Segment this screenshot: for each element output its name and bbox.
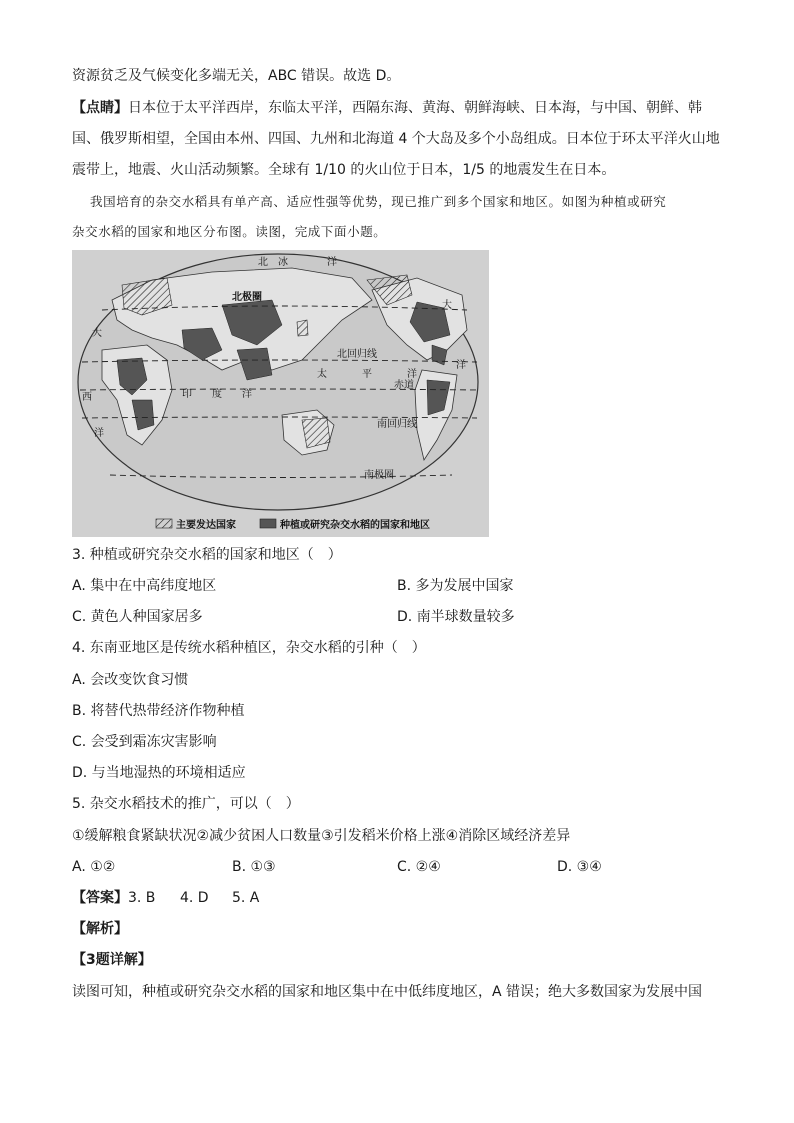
q3-option-d: D. 南半球数量较多 — [397, 609, 515, 625]
answer-tag: 【答案】 — [72, 890, 128, 906]
analysis-text: 读图可知，种植或研究杂交水稻的国家和地区集中在中低纬度地区，A 错误；绝大多数国家为发展中国 — [72, 984, 703, 1000]
answer-4: 4. D — [180, 890, 209, 906]
q4-option-c: C. 会受到霜冻灾害影响 — [72, 734, 217, 750]
answer-5: 5. A — [232, 890, 260, 906]
legend-rice: 种植或研究杂交水稻的国家和地区 — [280, 520, 430, 531]
label-tropic-cancer: 北回归线 — [337, 349, 377, 360]
label-arctic-circle: 北极圈 — [232, 292, 262, 303]
legend-dark-swatch — [260, 519, 276, 528]
question-3-stem: 3. 种植或研究杂交水稻的国家和地区（ ） — [72, 547, 342, 563]
question-5-stem: 5. 杂交水稻技术的推广，可以（ ） — [72, 796, 300, 812]
answer-line — [72, 888, 259, 908]
label-west-yang: 洋 — [94, 428, 104, 439]
label-indian-1: 印 — [182, 389, 192, 400]
label-east-yang: 洋 — [456, 360, 466, 371]
label-indian-2: 度 — [212, 389, 222, 400]
label-equator: 赤道 — [394, 380, 414, 391]
question-4-stem: 4. 东南亚地区是传统水稻种植区，杂交水稻的引种（ ） — [72, 640, 426, 656]
label-pacific-1: 太 — [317, 369, 327, 380]
paragraph-line: 震带上，地震、火山活动频繁。全球有 1/10 的火山位于日本，1/5 的地震发生在日本。 — [72, 162, 616, 178]
label-north-ice: 北 冰 — [258, 257, 288, 268]
passage-line: 杂交水稻的国家和地区分布图。读图，完成下面小题。 — [72, 224, 387, 239]
tip-text: 日本位于太平洋西岸，东临太平洋，西隔东海、黄海、朝鲜海峡、日本海，与中国、朝鲜、韩 — [128, 100, 702, 116]
label-pacific-2: 平 — [362, 369, 372, 380]
analysis-tag: 【解析】 — [72, 921, 128, 937]
label-pacific-3: 洋 — [407, 369, 417, 380]
q5-option-d: D. ③④ — [557, 859, 602, 875]
q5-option-a: A. ①② — [72, 859, 116, 875]
q5-option-b: B. ①③ — [232, 859, 276, 875]
paragraph-line: 国、俄罗斯相望，全国由本州、四国、九州和北海道 4 个大岛及多个小岛组成。日本位于环太平洋火山地 — [72, 131, 720, 147]
q5-option-c: C. ②④ — [397, 859, 441, 875]
label-antarctic-circle: 南极圈 — [364, 470, 394, 481]
label-ocean: 洋 — [327, 257, 337, 268]
label-indian-3: 洋 — [242, 389, 252, 400]
tip-tag: 【点睛】 — [72, 100, 128, 116]
passage-line: 我国培育的杂交水稻具有单产高、适应性强等优势，现已推广到多个国家和地区。如图为种植或研究 — [90, 194, 667, 209]
q3-option-a: A. 集中在中高纬度地区 — [72, 578, 217, 594]
label-atlantic-west: 大 — [92, 328, 102, 339]
label-west-xi: 西 — [82, 392, 92, 403]
question-5-items: ①缓解粮食紧缺状况②减少贫困人口数量③引发稻米价格上涨④消除区域经济差异 — [72, 828, 571, 844]
analysis-q3-tag: 【3题详解】 — [72, 952, 152, 968]
world-map-figure — [72, 250, 489, 537]
q4-option-d: D. 与当地湿热的环境相适应 — [72, 765, 246, 781]
q3-option-c: C. 黄色人种国家居多 — [72, 609, 203, 625]
q4-option-a: A. 会改变饮食习惯 — [72, 672, 189, 688]
paragraph-line: 资源贫乏及气候变化多端无关，ABC 错误。故选 D。 — [72, 68, 401, 84]
q3-option-b: B. 多为发展中国家 — [397, 578, 514, 594]
q4-option-b: B. 将替代热带经济作物种植 — [72, 703, 245, 719]
legend-developed: 主要发达国家 — [176, 520, 236, 531]
label-atlantic-east: 大 — [442, 300, 452, 311]
paragraph-line — [72, 98, 702, 118]
answer-3: 3. B — [128, 890, 156, 906]
label-tropic-capricorn: 南回归线 — [377, 419, 417, 430]
legend-hatch-swatch — [156, 519, 172, 528]
